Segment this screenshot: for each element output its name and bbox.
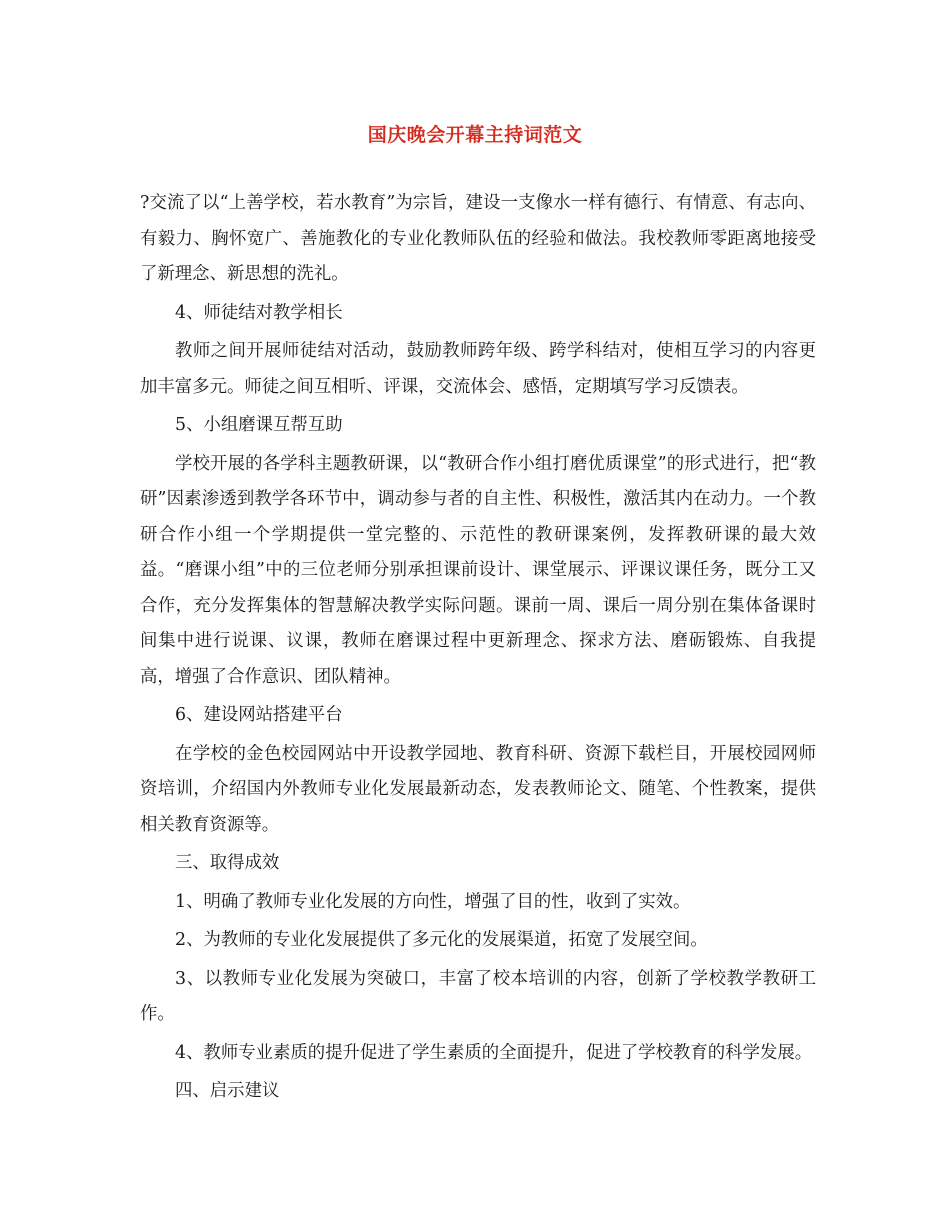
paragraph-website: 在学校的金色校园网站中开设教学园地、教育科研、资源下载栏目，开展校园网师资培训，介绍国内外教师专业化发展最新动态，发表教师论文、随笔、个性教案，提供相关教育资源等。 [140, 743, 816, 835]
paragraph-result-2: 2、为教师的专业化发展提供了多元化的发展渠道，拓宽了发展空间。 [175, 930, 708, 950]
section-heading-lesson-polishing: 5、小组磨课互帮互助 [175, 415, 343, 435]
section-heading-mentorship: 4、师徒结对教学相长 [175, 302, 343, 323]
paragraph-lesson-polishing: 学校开展的各学科主题教研课，以“教研合作小组打磨优质课堂”的形式进行，把“教研”因素渗透到教学各环节中，调动参与者的自主性、积极性，激活其内在动力。一个教研合作小组一个学期提供一堂完整的、示范性的教研课案例，发挥教研课的最大效益。“磨课小组”中的三位老师分别承担课前设计、课堂展示、评课议课任务，既分工又合作，充分发挥集体的智慧解决教学实际问题。课前一周、课后一周分别在集体备课时间集中进行说课、议课，教师在磨课过程中更新理念、探求方法、磨砺锻炼、自我提高，增强了合作意识、团队精神。 [140, 453, 816, 687]
document-body [140, 186, 816, 1113]
paragraph-continuation: ?交流了以“上善学校，若水教育”为宗旨，建设一支像水一样有德行、有情意、有志向、有毅力、胸怀宽广、善施教化的专业化教师队伍的经验和做法。我校教师零距离地接受了新理念、新思想的洗礼。 [140, 193, 816, 284]
paragraph-result-4: 4、教师专业素质的提升促进了学生素质的全面提升，促进了学校教育的科学发展。 [175, 1042, 813, 1063]
paragraph-result-3: 3、以教师专业化发展为突破口，丰富了校本培训的内容，创新了学校教学教研工作。 [140, 968, 816, 1024]
section-heading-suggestions: 四、启示建议 [175, 1081, 280, 1101]
section-heading-results: 三、取得成效 [175, 853, 280, 873]
paragraph-mentorship: 教师之间开展师徒结对活动，鼓励教师跨年级、跨学科结对，使相互学习的内容更加丰富多元。师徒之间互相听、评课，交流体会、感悟，定期填写学习反馈表。 [140, 341, 816, 397]
document-title: 国庆晚会开幕主持词范文 [367, 124, 583, 146]
paragraph-result-1: 1、明确了教师专业化发展的方向性，增强了目的性，收到了实效。 [175, 891, 691, 912]
section-heading-website: 6、建设网站搭建平台 [175, 705, 343, 725]
